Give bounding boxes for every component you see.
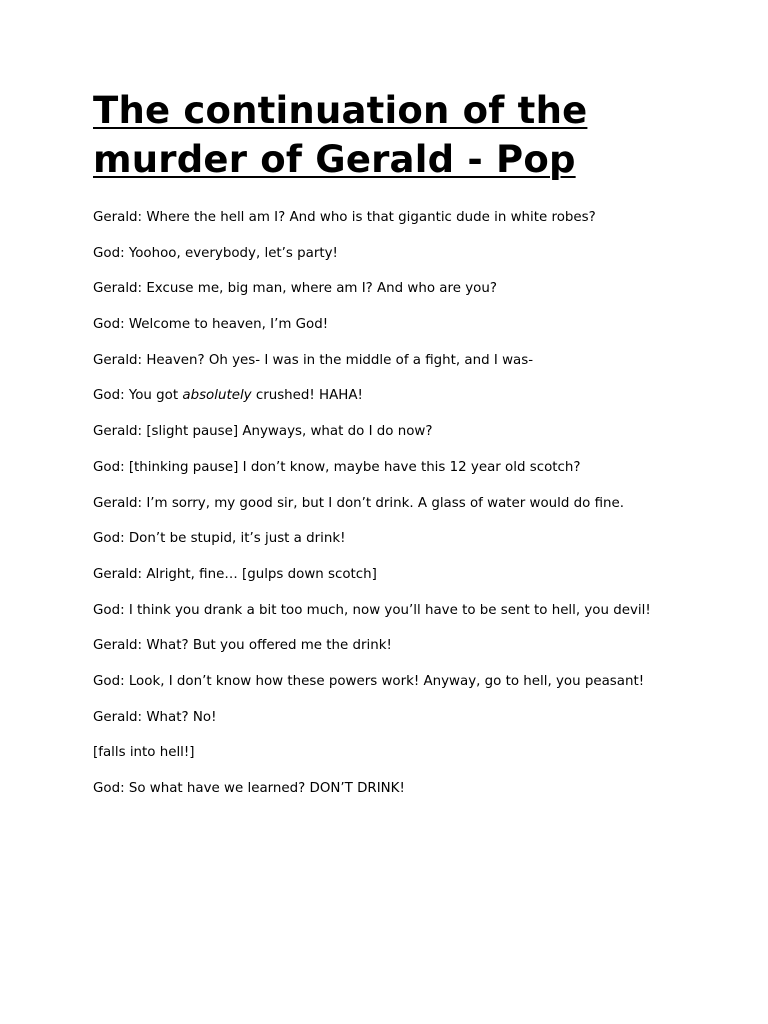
dialogue-line: God: Yoohoo, everybody, let’s party!	[93, 245, 338, 261]
dialogue-line: God: So what have we learned? DON’T DRINK!	[93, 781, 405, 796]
dialogue-line: God: Look, I don’t know how these powers work! Anyway, go to hell, you peasant!	[93, 673, 645, 689]
dialogue-line	[93, 387, 663, 405]
emphasis-text: absolutely	[182, 388, 252, 404]
dialogue-line: God: [thinking pause] I don’t know, maybe have this 12 year old scotch?	[93, 459, 581, 475]
dialogue-text: crushed! HAHA!	[251, 388, 363, 404]
dialogue-line: God: I think you drank a bit too much, now you’ll have to be sent to hell, you devil!	[93, 602, 651, 618]
dialogue-body	[93, 209, 683, 798]
dialogue-line: [falls into hell!]	[93, 745, 195, 761]
dialogue-line: Gerald: What? But you offered me the drink!	[93, 638, 392, 654]
dialogue-line: Gerald: What? No!	[93, 709, 217, 725]
dialogue-line: God: Welcome to heaven, I’m God!	[93, 317, 329, 333]
dialogue-line: Gerald: Where the hell am I? And who is that gigantic dude in white robes?	[93, 210, 596, 225]
dialogue-line: Gerald: Alright, fine… [gulps down scotch]	[93, 566, 377, 582]
dialogue-line: Gerald: Excuse me, big man, where am I? And who are you?	[93, 281, 497, 297]
document-title: The continuation of the murder of Gerald - Pop	[93, 89, 588, 181]
document-page	[93, 86, 683, 816]
dialogue-line: Gerald: [slight pause] Anyways, what do I do now?	[93, 424, 433, 440]
dialogue-line: Gerald: Heaven? Oh yes- I was in the middle of a fight, and I was-	[93, 352, 534, 368]
dialogue-line: Gerald: I’m sorry, my good sir, but I don’t drink. A glass of water would do fine.	[93, 495, 625, 511]
dialogue-text: God: You got	[93, 388, 183, 404]
dialogue-line: God: Don’t be stupid, it’s just a drink!	[93, 531, 346, 547]
